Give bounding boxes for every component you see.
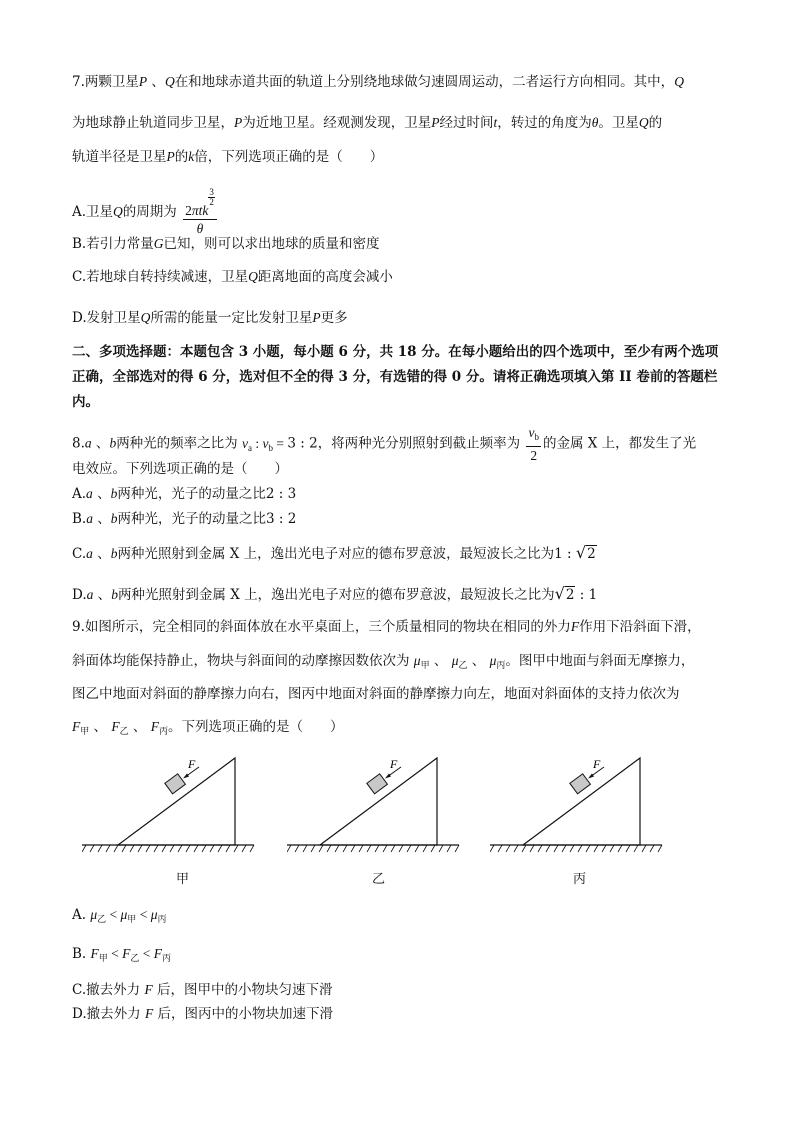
q8-option-b: B.a 、b两种光，光子的动量之比3 : 2 xyxy=(72,511,297,527)
svg-text:F: F xyxy=(390,757,398,771)
q7-option-c: C.若地球自转持续减速，卫星Q距离地面的高度会减小 xyxy=(72,269,393,285)
q7-option-a: A.卫星Q的周期为 2πtk $\frac{3}{2}$ θ xyxy=(72,188,219,237)
q9-option-b: B. $F_甲 < F_乙 < F_丙$ xyxy=(72,946,172,963)
svg-text:F: F xyxy=(188,757,196,771)
q8-line-1: 8.a 、b两种光的频率之比为 $\nu_a$ : $\nu_b = 3$ : 2，将两种光分别照射到截止频率为 $\frac{\nu_b}{2}$ 的金属 X 上，都发生了光 xyxy=(72,425,697,463)
section2-line-2: 正确，全部选对的得 6 分，选对但不全的得 3 分，有选错的得 0 分。请将正确选项填入第 II 卷前的答题栏 xyxy=(72,369,718,385)
svg-text:F: F xyxy=(593,757,601,771)
period-fraction: 2πtk $\frac{3}{2}$ θ xyxy=(183,188,217,237)
incline-figure-jia xyxy=(82,755,257,855)
incline-figure-bing xyxy=(490,755,665,855)
q7-line-2: 为地球静止轨道同步卫星，P为近地卫星。经观测发现，卫星P经过时间t，转过的角度为θ。卫星Q的 xyxy=(72,115,663,131)
figure-caption-bing: 丙 xyxy=(573,872,587,887)
q8-option-d: D.a 、b两种光照射到金属 X 上，逸出光电子对应的德布罗意波，最短波长之比为√2 : 1 xyxy=(72,584,598,603)
incline-figure-yi xyxy=(287,755,462,855)
q9-option-a: A. $\mu_乙 < \mu_甲 < \mu_丙$ xyxy=(72,907,167,924)
q9-line-4: $F_甲$ 、 $F_乙$ 、 $F_丙$。下列选项正确的是（ ） xyxy=(72,719,344,736)
cutoff-frequency-fraction: $\frac{\nu_b}{2}$ xyxy=(528,425,539,463)
figure-caption-jia: 甲 xyxy=(176,872,190,887)
q8-option-c: C.a 、b两种光照射到金属 X 上，逸出光电子对应的德布罗意波，最短波长之比为1 : √2 xyxy=(72,543,596,562)
q7-line-3: 轨道半径是卫星P的k倍，下列选项正确的是（ ） xyxy=(72,149,384,165)
section2-line-3: 内。 xyxy=(72,394,99,410)
q8-option-a: A.a 、b两种光，光子的动量之比2 : 3 xyxy=(72,486,297,502)
q9-line-3: 图乙中地面对斜面的静摩擦力向右，图丙中地面对斜面的静摩擦力向左，地面对斜面体的支持力依次为 xyxy=(72,686,680,702)
q8-line-2: 电效应。下列选项正确的是（ ） xyxy=(72,461,288,477)
section2-line-1: 二、多项选择题：本题包含 3 小题，每小题 6 分，共 18 分。在每小题给出的四个选项中，至少有两个选项 xyxy=(72,344,719,360)
q9-line-1: 9.如图所示，完全相同的斜面体放在水平桌面上，三个质量相同的物块在相同的外力F作用下沿斜面下滑， xyxy=(72,619,701,635)
q7-option-d: D.发射卫星Q所需的能量一定比发射卫星P更多 xyxy=(72,310,348,326)
q9-line-2: 斜面体均能保持静止，物块与斜面间的动摩擦因数依次为 $\mu_甲$ 、 $\mu_乙$ 、 $\mu_丙$。图甲中地面与斜面无摩擦力， xyxy=(72,653,695,670)
q7-option-b: B.若引力常量G已知，则可以求出地球的质量和密度 xyxy=(72,236,380,252)
q7-line-1: 7.两颗卫星P 、Q在和地球赤道共面的轨道上分别绕地球做匀速圆周运动，二者运行方向相同。其中，Q xyxy=(72,74,684,90)
q9-option-d: D.撤去外力 F 后，图丙中的小物块加速下滑 xyxy=(72,1006,333,1022)
q9-option-c: C.撤去外力 F 后，图甲中的小物块匀速下滑 xyxy=(72,982,333,998)
figure-caption-yi: 乙 xyxy=(372,872,386,887)
